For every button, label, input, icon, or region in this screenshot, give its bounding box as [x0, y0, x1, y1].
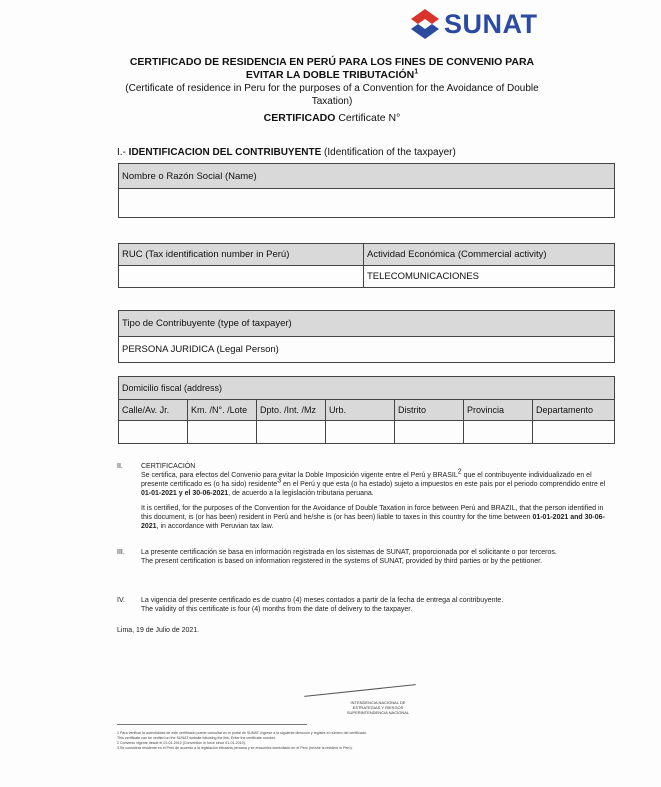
- title-line-1: CERTIFICADO DE RESIDENCIA EN PERÚ PARA LOS FINES DE CONVENIO PARA: [129, 56, 535, 68]
- section-2: [117, 462, 609, 537]
- section-3: [117, 548, 609, 572]
- address-table: [118, 376, 615, 444]
- taxpayer-type-table: [118, 310, 615, 363]
- name-label: Nombre o Razón Social (Name): [119, 164, 615, 189]
- address-col-apartment: Dpto. /Int. /Mz: [257, 400, 326, 421]
- place-and-date: Lima, 19 de Julio de 2021.: [117, 627, 200, 634]
- title-subtitle-2: Taxation): [311, 96, 353, 107]
- section-4: [117, 596, 609, 620]
- section-2-heading: CERTIFICACIÓN: [141, 463, 196, 470]
- footnote-1: 1 Para verificar la autenticidad de este certificado puede consultar en el portal de SUNAT. Ingrese a la siguiente dirección y registre el número del certificado.: [117, 731, 367, 735]
- activity-value: TELECOMUNICACIONES: [364, 266, 615, 288]
- section-4-spanish-text: La vigencia del presente certificado es de cuatro (4) meses contados a partir de la fecha de entrega al contribuyente.: [141, 597, 504, 604]
- footnote-2: 2 Convenio vigente desde el 01-01-2010 (Convention in force since 01-01-2010).: [117, 741, 246, 745]
- activity-label: Actividad Económica (Commercial activity): [364, 244, 615, 266]
- address-col-number: Km. /N°. /Lote: [188, 400, 257, 421]
- section-3-number: III.: [117, 549, 125, 556]
- section-2-spanish-text: Se certifica, para efectos del Convenio para evitar la Doble Imposición vigente entre el Perú y BRASIL$^2$ que el contribuyente individualizado en el presente certificado es (o ha sido) residente$^3$ en el Perú y que esta (o ha estado) sujeto a impuestos en este país por el periodo comprendido entre el 01-01-2021 y el 30-06-2021, de acuerdo a la legislación tributaria peruana.: [141, 468, 606, 497]
- logo-text: SUNAT: [444, 8, 538, 39]
- address-col-department: Departamento: [533, 400, 615, 421]
- sunat-logo-icon: [408, 7, 442, 41]
- title-subtitle-1: (Certificate of residence in Peru for the purposes of a Convention for the Avoidance of Double: [125, 83, 539, 94]
- section-1-heading: I.- IDENTIFICACION DEL CONTRIBUYENTE (Identification of the taxpayer): [117, 147, 456, 158]
- name-value: [119, 189, 615, 218]
- section-3-spanish-text: La presente certificación se basa en información registrada en los sistemas de SUNAT, proporcionada por el solicitante o por terceros.: [141, 549, 557, 556]
- section-3-english-text: The present certification is based on information registered in the systems of SUNAT, provided by third parties or by the petitioner.: [141, 558, 543, 565]
- footnote-3: 3 Se considera residente en el Perú de acuerdo a la legislación tributaria peruana y se encuentra domiciliado en el Perú (he/she is resident in Perú).: [117, 746, 353, 750]
- name-table: [118, 163, 615, 218]
- address-col-street: Calle/Av. Jr.: [119, 400, 188, 421]
- section-2-number: II.: [117, 463, 123, 470]
- address-col-province: Provincia: [464, 400, 533, 421]
- sunat-logo: [408, 6, 538, 42]
- certificate-number: CERTIFICADO Certificate N°: [263, 112, 401, 124]
- signature-block: INTENDENCIA NACIONAL DE ESTRATEGIAS Y RIESGOS SUPERINTENDENCIA NACIONAL: [346, 700, 410, 715]
- address-cell: [257, 421, 326, 444]
- taxpayer-type-value: PERSONA JURIDICA (Legal Person): [119, 337, 615, 363]
- section-4-english-text: The validity of this certificate is four (4) months from the date of delivery to the taxpayer.: [141, 606, 413, 613]
- title-line-2: EVITAR LA DOBLE TRIBUTACIÓN$^1$: [245, 68, 419, 81]
- address-col-urb: Urb.: [326, 400, 395, 421]
- taxpayer-type-label: Tipo de Contribuyente (type of taxpayer): [119, 311, 615, 337]
- footnotes: [117, 731, 587, 751]
- address-cell: [395, 421, 464, 444]
- footnote-1b: This certificate can be verified on the SUNAT website following the link. Enter the certificate number.: [117, 736, 276, 740]
- address-cell: [464, 421, 533, 444]
- address-cell: [119, 421, 188, 444]
- address-col-district: Distrito: [395, 400, 464, 421]
- address-label: Domicilio fiscal (address): [119, 377, 615, 400]
- ruc-value: [119, 266, 364, 288]
- section-4-number: IV.: [117, 597, 125, 604]
- section-2-english-text: It is certified, for the purposes of the Convention for the Avoidance of Double Taxation in force between Perú and BRAZIL, that the person identified in this document, is (or has been) resident in Perú and he/she is (or has been) liable to taxes in this country for the time between 01-01-2021 and 30-06-2021, in accordance with Peruvian tax law.: [141, 505, 605, 530]
- address-cell: [533, 421, 615, 444]
- address-cell: [188, 421, 257, 444]
- document-title: [110, 56, 554, 125]
- ruc-label: RUC (Tax identification number in Perú): [119, 244, 364, 266]
- signature-line: [304, 684, 415, 697]
- footnote-rule: [117, 724, 307, 725]
- address-cell: [326, 421, 395, 444]
- ruc-table: [118, 243, 615, 288]
